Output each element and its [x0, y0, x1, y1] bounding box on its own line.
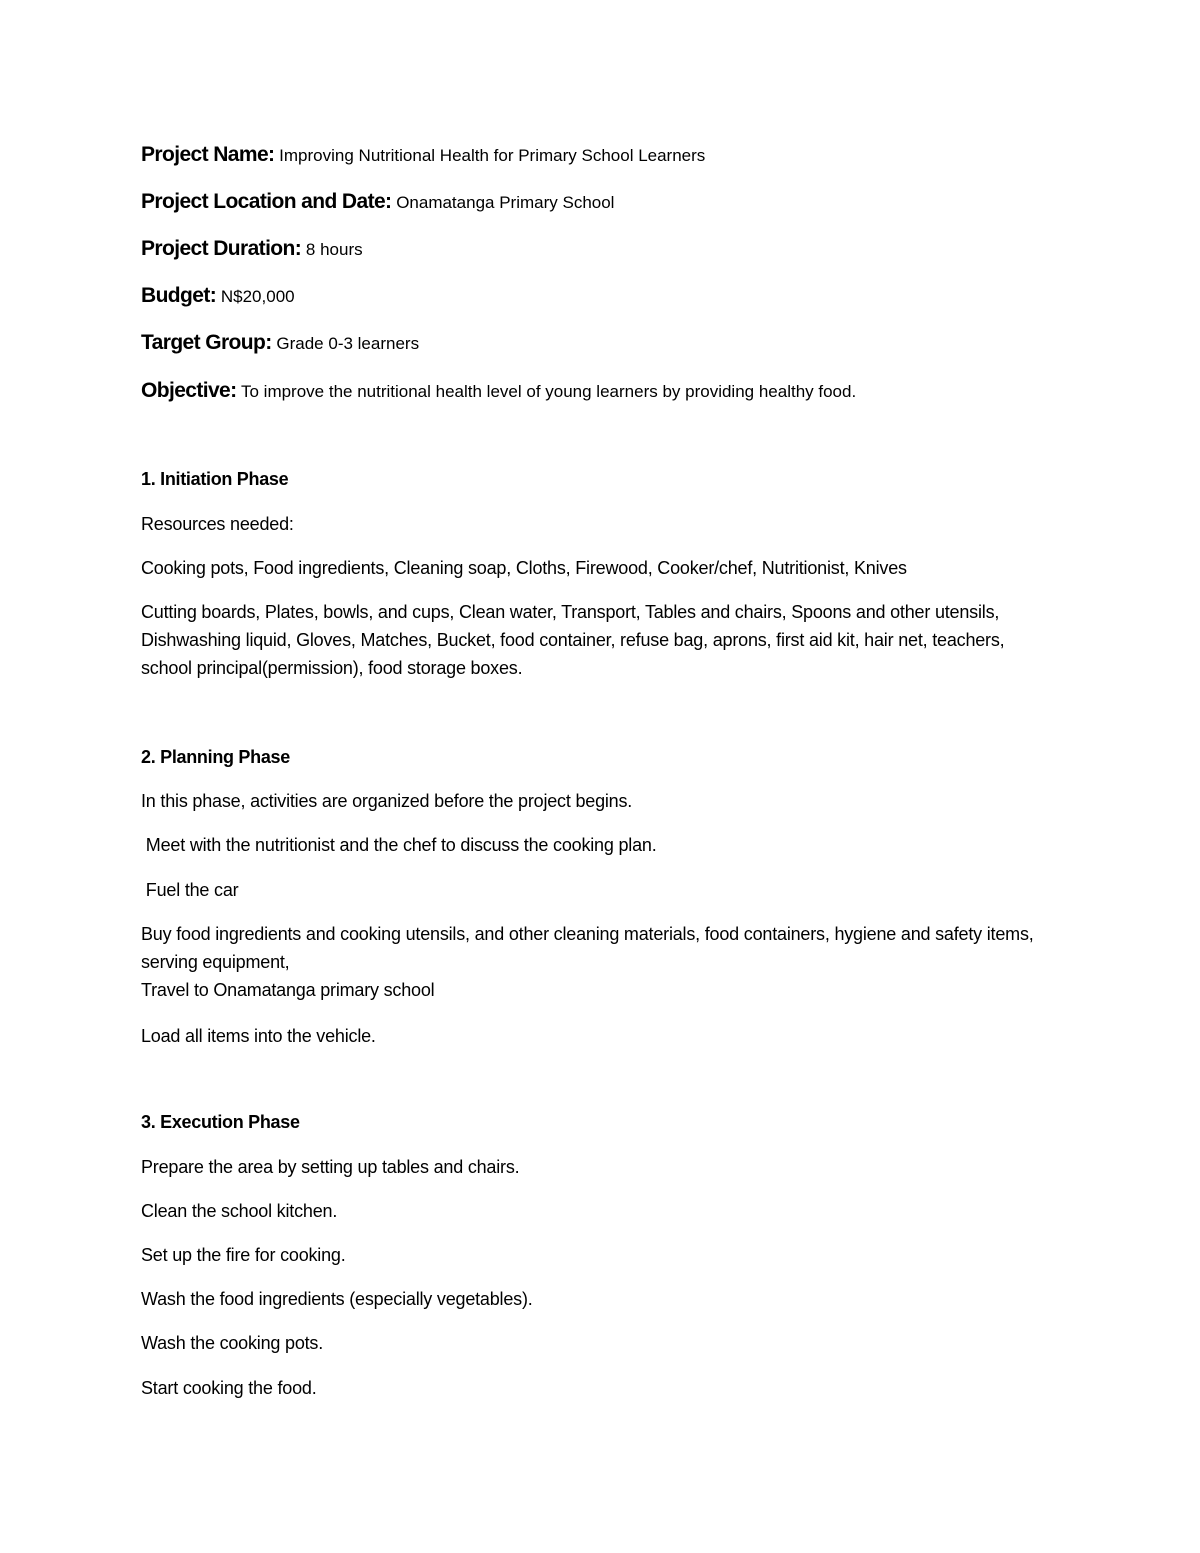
field-label: Project Name: [141, 143, 269, 166]
field-value: 8 hours: [305, 240, 363, 259]
field-value: Onamatanga Primary School: [396, 193, 615, 212]
paragraph: Resources needed:: [141, 514, 294, 534]
paragraph: Buy food ingredients and cooking utensils, and other cleaning materials, food containers, hygiene and safety items, serving equipment,: [141, 924, 1034, 972]
paragraph: Fuel the car: [141, 880, 239, 900]
budget-field: Budget: N$20,000: [141, 284, 295, 307]
paragraph: Wash the food ingredients (especially vegetables).: [141, 1289, 533, 1309]
paragraph: Meet with the nutritionist and the chef to discuss the cooking plan.: [141, 835, 657, 855]
field-label: Budget: [141, 284, 210, 307]
field-value: N$20,000: [220, 287, 295, 306]
paragraph: Start cooking the food.: [141, 1378, 317, 1398]
paragraph: In this phase, activities are organized before the project begins.: [141, 791, 633, 811]
execution-phase-heading: 3. Execution Phase: [141, 1112, 300, 1132]
objective-field: Objective: To improve the nutritional health level of young learners by providing healthy food.: [141, 379, 857, 402]
target-group-field: Target Group: Grade 0-3 learners: [141, 331, 420, 354]
paragraph: Wash the cooking pots.: [141, 1333, 324, 1353]
project-location-field: Project Location and Date: Onamatanga Primary School: [141, 190, 615, 213]
field-label: Project Duration: [141, 237, 295, 260]
project-name-field: Project Name: Improving Nutritional Health for Primary School Learners: [141, 143, 706, 166]
paragraph: Clean the school kitchen.: [141, 1201, 338, 1221]
field-label: Target Group: [141, 331, 266, 354]
paragraph: Load all items into the vehicle.: [141, 1026, 376, 1046]
paragraph: Travel to Onamatanga primary school: [141, 980, 435, 1000]
field-value: Improving Nutritional Health for Primary School Learners: [279, 146, 706, 165]
paragraph: Cooking pots, Food ingredients, Cleaning soap, Cloths, Firewood, Cooker/chef, Nutritionist, Knives: [141, 558, 907, 578]
paragraph: Cutting boards, Plates, bowls, and cups, Clean water, Transport, Tables and chairs, Spoons and other utensils, Dishwashing liquid, Gloves, Matches, Bucket, food container, refuse bag, aprons, first aid kit, hair net, teachers, school principal(permission), food storage boxes.: [141, 602, 1005, 678]
initiation-phase-heading: 1. Initiation Phase: [141, 469, 289, 489]
planning-phase-heading: 2. Planning Phase: [141, 747, 290, 767]
paragraph: Prepare the area by setting up tables and chairs.: [141, 1157, 520, 1177]
field-value: Grade 0-3 learners: [276, 334, 420, 353]
field-value: To improve the nutritional health level of young learners by providing healthy food.: [240, 382, 857, 401]
field-label: Objective: [141, 379, 231, 402]
project-duration-field: Project Duration: 8 hours: [141, 237, 363, 260]
field-label: Project Location and Date: [141, 190, 386, 213]
paragraph: Set up the fire for cooking.: [141, 1245, 346, 1265]
